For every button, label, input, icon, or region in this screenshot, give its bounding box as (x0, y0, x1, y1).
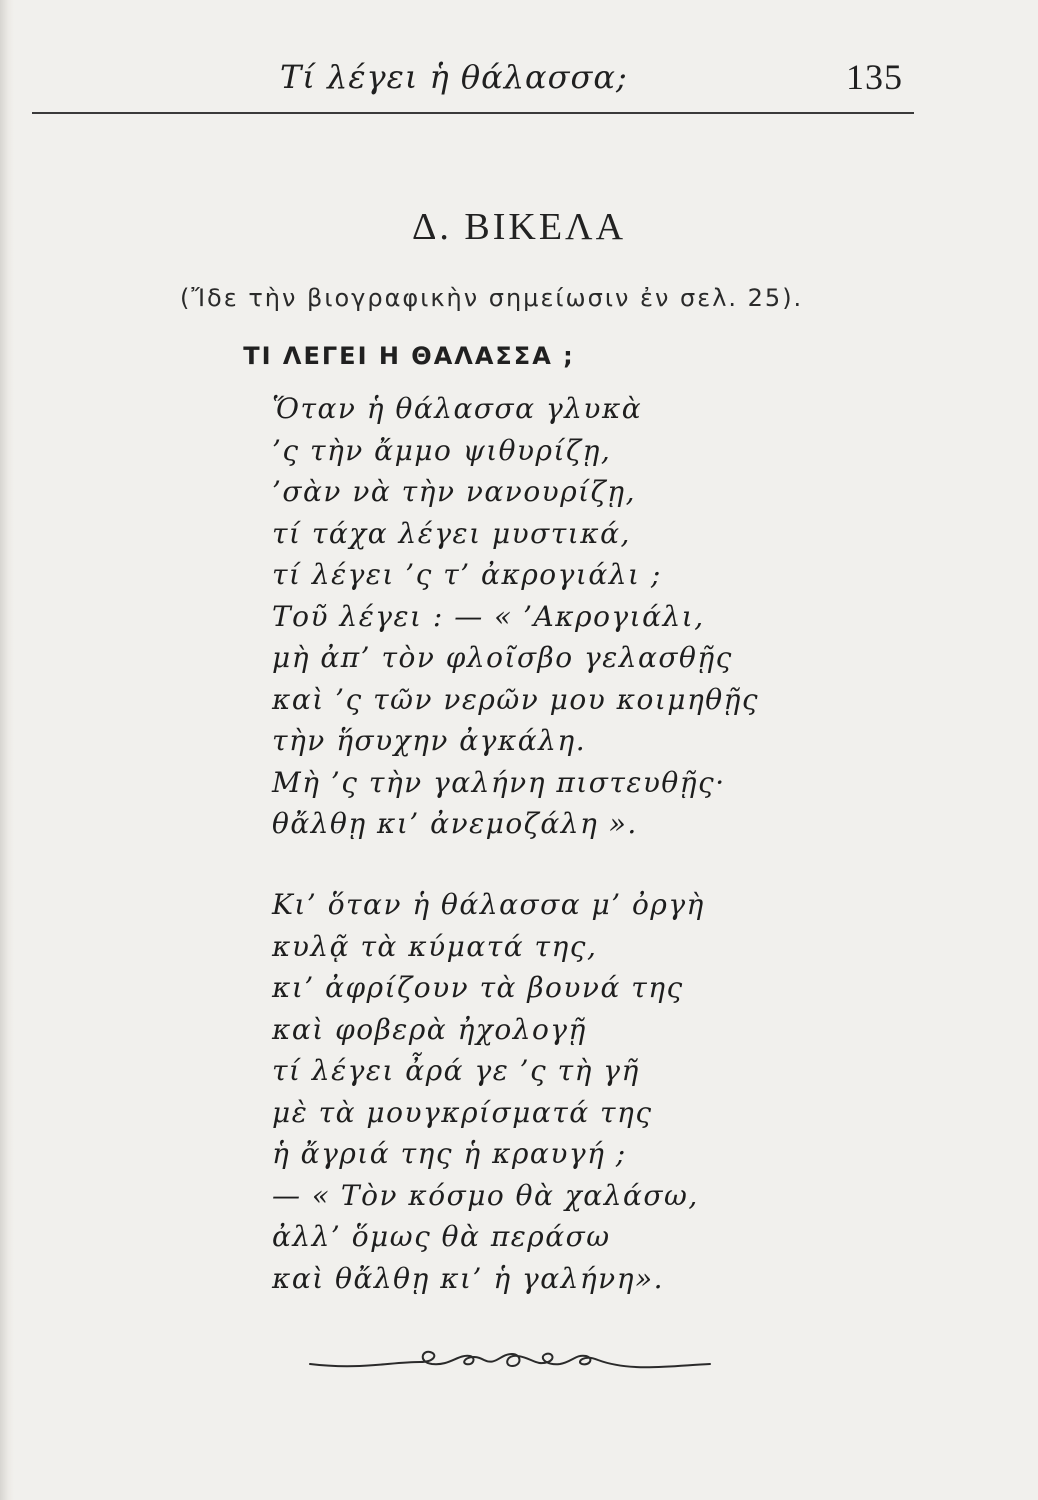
verse-line: Ὅταν ἡ θάλασσα γλυκὰ (272, 392, 643, 425)
verse-line: τί λέγει ἆρά γε ’ς τὴ γῆ (272, 1054, 640, 1087)
running-title: Τί λέγει ἡ θάλασσα; (280, 58, 628, 96)
verse-line: Τοῦ λέγει : — « ’Ακρογιάλι, (272, 599, 705, 633)
verse-line: ’σὰν νὰ τὴν νανουρίζῃ, (272, 475, 636, 508)
poem-stanza-2 (272, 884, 912, 1299)
verse-line: — « Τὸν κόσμο θὰ χαλάσω, (272, 1178, 699, 1212)
verse-line: τί λέγει ’ς τ’ ἀκρογιάλι ; (272, 558, 662, 591)
verse-line: τί τάχα λέγει μυστικά, (272, 516, 631, 550)
verse-line: κυλᾷ τὰ κύματά της, (272, 929, 598, 963)
poem-title: ΤΙ ΛΕΓΕΙ Η ΘΑΛΑΣΣΑ ; (243, 342, 575, 370)
verse-line: Κι’ ὅταν ἡ θάλασσα μ’ ὀργὴ (272, 888, 705, 921)
verse-line: ἡ ἄγριά της ἡ κραυγή ; (272, 1137, 627, 1170)
ornament-flourish-icon (300, 1340, 720, 1380)
verse-line: μὴ ἀπ’ τὸν φλοῖσβο γελασθῇς (272, 641, 733, 674)
page-number: 135 (846, 57, 903, 97)
verse-line: καὶ φοβερὰ ἠχολογῇ (272, 1012, 587, 1046)
verse-line: τὴν ἥσυχην ἀγκάλη. (272, 724, 587, 757)
verse-line: ἀλλ’ ὅμως θὰ περάσω (272, 1220, 611, 1253)
verse-line: μὲ τὰ μουγκρίσματά της (272, 1095, 653, 1129)
running-head (0, 58, 1038, 98)
header-rule (32, 112, 914, 114)
verse-line: καὶ θἄλθῃ κι’ ἡ γαλήνη». (272, 1261, 665, 1295)
verse-line: κι’ ἀφρίζουν τὰ βουνά της (272, 971, 684, 1004)
verse-line: θἄλθῃ κι’ ἀνεμοζάλη ». (272, 807, 638, 840)
bio-note: (Ἴδε τὴν βιογραφικὴν σημείωσιν ἐν σελ. 25). (180, 284, 804, 312)
author-heading: Δ. ΒΙΚΕΛΑ (411, 206, 627, 248)
verse-line: καὶ ’ς τῶν νερῶν μου κοιμηθῇς (272, 682, 760, 716)
verse-line: ’ς τὴν ἄμμο ψιθυρίζῃ, (272, 433, 612, 467)
verse-line: Μὴ ’ς τὴν γαλήνη πιστευθῇς· (272, 765, 726, 799)
poem-stanza-1 (272, 388, 912, 845)
